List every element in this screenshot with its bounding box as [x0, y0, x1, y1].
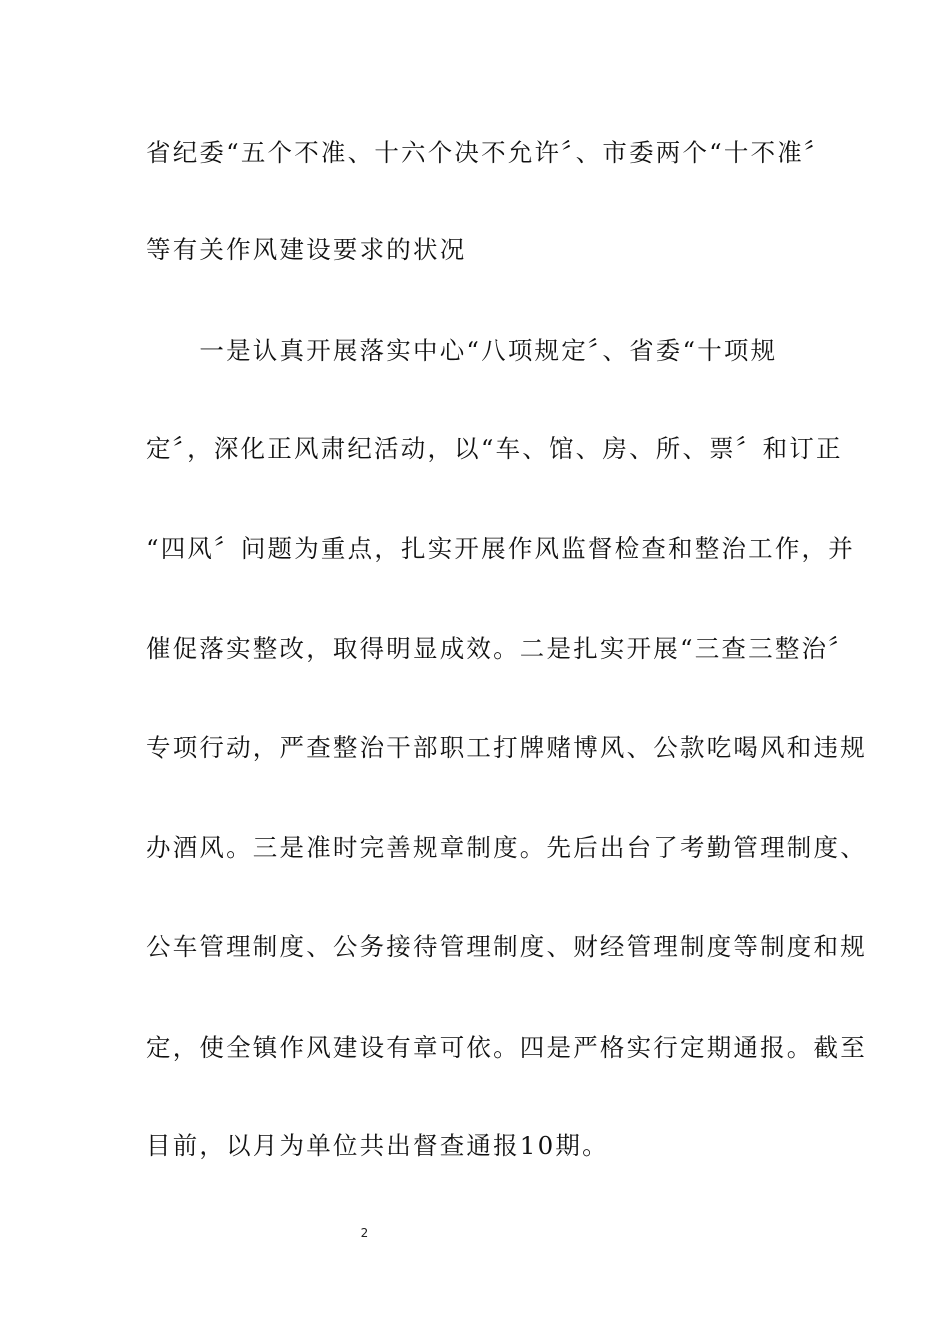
text-line: 省纪委“五个不准、十六个决不允许〞、市委两个“十不准〞	[146, 138, 831, 167]
text-line: 定，使全镇作风建设有章可依。四是严格实行定期通报。截至	[146, 1033, 867, 1062]
text-line: 等有关作风建设要求的状况	[146, 235, 467, 264]
text-line: 办酒风。三是准时完善规章制度。先后出台了考勤管理制度、	[146, 833, 867, 862]
text-line: 催促落实整改，取得明显成效。二是扎实开展“三查三整治〞	[146, 634, 855, 663]
text-line: “四风〞问题为重点，扎实开展作风监督检查和整治工作，并	[146, 534, 855, 563]
text-line: 一是认真开展落实中心“八项规定〞、省委“十项规	[146, 336, 778, 365]
text-line: 定〞，深化正风肃纪活动，以“车、馆、房、所、票〞和订正	[146, 434, 843, 463]
text-line: 目前，以月为单位共出督查通报10期。	[146, 1131, 609, 1160]
text-line: 专项行动，严查整治干部职工打牌赌博风、公款吃喝风和违规	[146, 733, 867, 762]
text-line: 公车管理制度、公务接待管理制度、财经管理制度等制度和规	[146, 932, 867, 961]
page-number: 2	[360, 1226, 369, 1240]
